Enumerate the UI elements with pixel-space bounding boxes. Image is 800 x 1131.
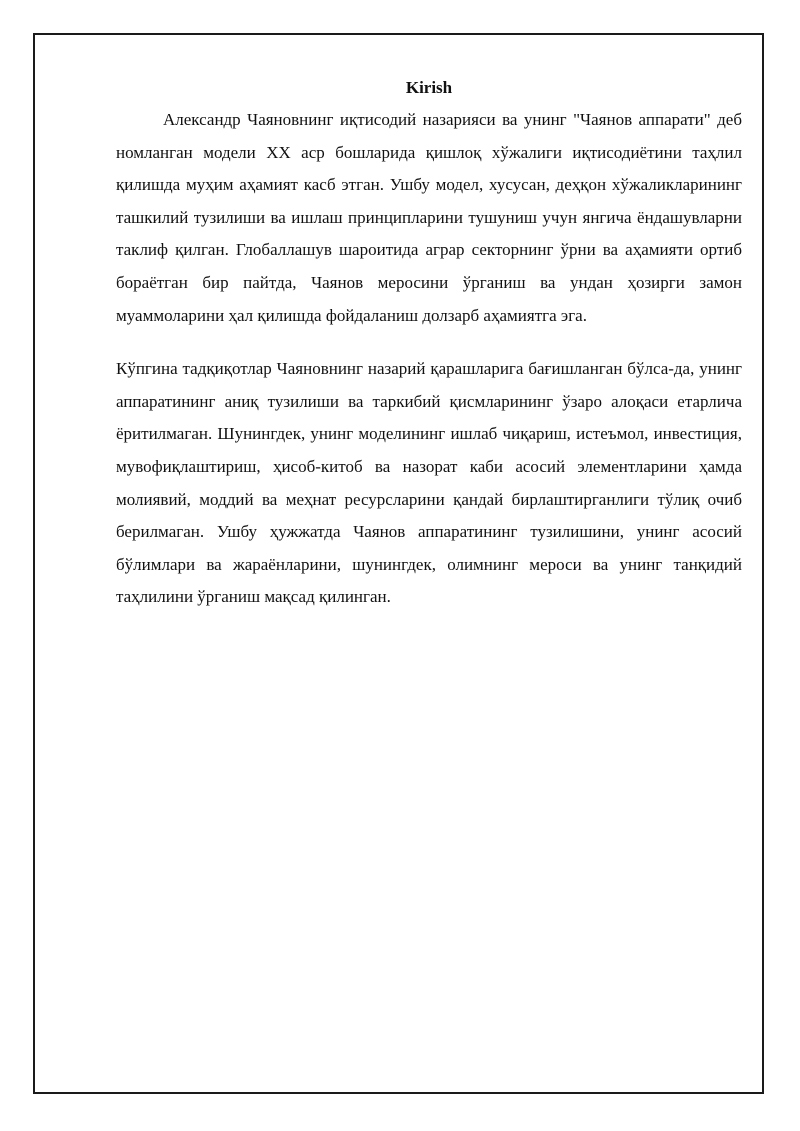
paragraph-intro: Александр Чаяновнинг иқтисодий назарияси ва унинг "Чаянов аппарати" деб номланган модели XX аср бошларида қишлоқ хўжалиги иқтисодиётини таҳлил қилишда муҳим аҳамият касб этган. Ушбу модел, хусусан, деҳқон хўжаликларининг ташкилий тузилиши ва ишлаш принципларини тушуниш учун янгича ёндашувларни таклиф қилган. Глобаллашув шароитида аграр секторнинг ўрни ва аҳамияти ортиб бораётган бир пайтда, Чаянов меросини ўрганиш ва ундан ҳозирги замон муаммоларини ҳал қилишда фойдаланиш долзарб аҳамиятга эга. bbox=[116, 110, 742, 325]
paragraph-spacer bbox=[116, 332, 742, 353]
section-heading: Kirish bbox=[405, 78, 453, 97]
paragraph-research-gap: Кўпгина тадқиқотлар Чаяновнинг назарий қарашларига бағишланган бўлса-да, унинг аппаратининг аниқ тузилиши ва таркибий қисмларининг ўзаро алоқаси етарлича ёритилмаган. Шунингдек, унинг моделининг ишлаб чиқариш, истеъмол, инвестиция, мувофиқлаштириш, ҳисоб-китоб ва назорат каби асосий элементларини ҳамда молиявий, моддий ва меҳнат ресурсларини қандай бирлаштирганлиги тўлиқ очиб берилмаган. Ушбу ҳужжатда Чаянов аппаратининг тузилишини, унинг асосий бўлимлари ва жараёнларини, шунингдек, олимнинг мероси ва унинг танқидий таҳлилини ўрганиш мақсад қилинган. bbox=[116, 359, 742, 607]
document-body bbox=[116, 76, 742, 614]
